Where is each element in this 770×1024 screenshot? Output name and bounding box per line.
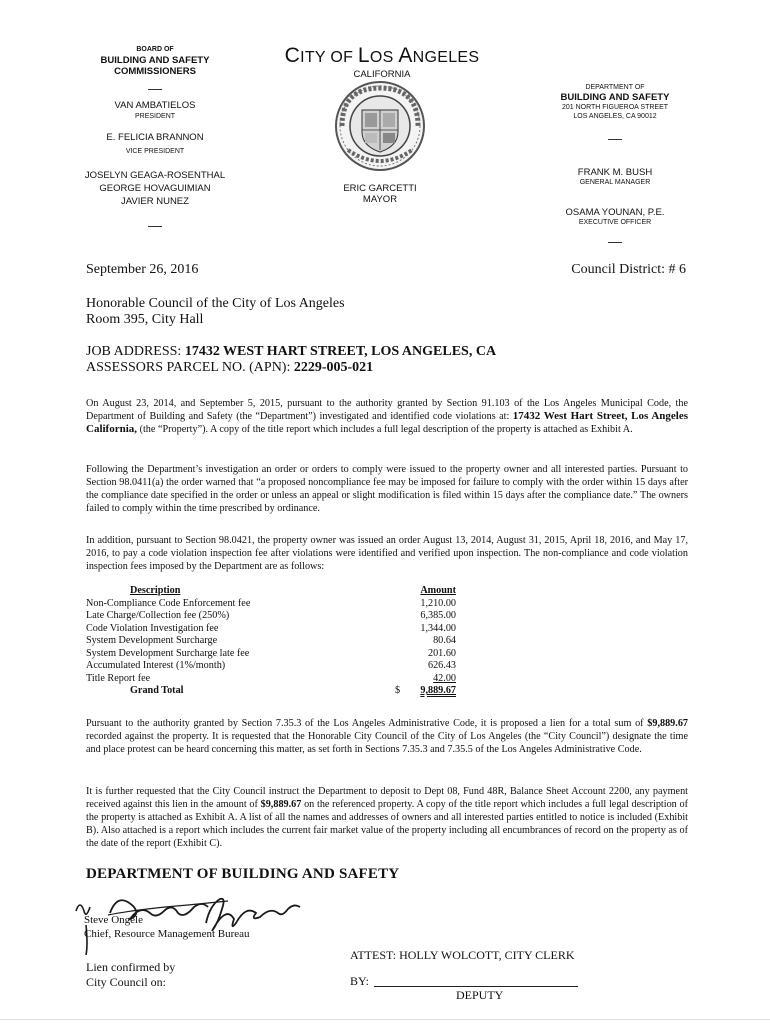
member-name: JOSELYN GEAGA-ROSENTHAL	[84, 170, 226, 181]
board-line2: BUILDING AND SAFETY	[100, 55, 210, 66]
member-role: PRESIDENT	[134, 113, 176, 120]
grand-total-amount: 9,889.67	[420, 685, 456, 696]
department-signature-heading: DEPARTMENT OF BUILDING AND SAFETY	[86, 866, 400, 882]
paragraph-fees-intro: In addition, pursuant to Section 98.0421, the property owner was issued an order August 13, 2014, August 31, 2015, April 18, 2016, and May 17, 2016, to pay a code violation inspection fee after violations were identified and verified upon inspection. The non-compliance and code violation inspection fees imposed by the Department are as follows:	[86, 535, 688, 572]
deputy-label: DEPUTY	[456, 988, 504, 1002]
mayor-title: MAYOR	[362, 194, 398, 205]
dept-street: 201 NORTH FIGUEROA STREET	[561, 104, 669, 111]
member-name: E. FELICIA BRANNON	[106, 132, 204, 143]
by-label: BY:	[350, 974, 369, 988]
table-row: Non-Compliance Code Enforcement fee 1,210.00	[86, 597, 456, 609]
apn-label: ASSESSORS PARCEL NO. (APN):	[86, 360, 294, 375]
eo-title: EXECUTIVE OFFICER	[578, 219, 652, 226]
signatory-title: Chief, Resource Management Bureau	[84, 928, 250, 940]
fee-table	[86, 585, 466, 698]
dept-city: LOS ANGELES, CA 90012	[573, 113, 657, 120]
dept-line1: DEPARTMENT OF	[585, 84, 645, 91]
member-name: VAN AMBATIELOS	[114, 100, 196, 111]
table-row: Code Violation Investigation fee 1,344.00	[86, 622, 456, 634]
apn-value: 2229-005-021	[293, 360, 374, 375]
lien-confirmation: Lien confirmed by City Council on:	[86, 960, 176, 989]
member-name: JAVIER NUNEZ	[121, 196, 189, 207]
grand-total-row	[86, 685, 466, 698]
letter-date: September 26, 2016	[86, 262, 199, 277]
paragraph-deposit-request: It is further requested that the City Council instruct the Department to deposit to Dept 08, Fund 48R, Balance Sheet Account 2200, any payment received against this lien in the amount of $9,889.67 on the referenced property. A copy of the title report which includes a full legal description of the property is attached as Exhibit A. A list of all the names and addresses of owners and all interested parties entitled to notice is included (Exhibit B). Also attached is a report which includes the current fair market value of the property including all encumbrances of record on the property as of the date of the report (Exhibit C).	[86, 786, 688, 849]
fee-table-header	[86, 585, 466, 598]
gm-name: FRANK M. BUSH	[577, 167, 653, 178]
board-line1: BOARD OF	[136, 46, 174, 53]
gm-title: GENERAL MANAGER	[579, 179, 651, 186]
department-address	[540, 83, 690, 146]
board-member-president	[80, 100, 230, 122]
paragraph-orders: Following the Department’s investigation an order or orders to comply were issued to the property owner and all interested parties. Pursuant to Section 98.0411(a) the order warned that “a proposed noncompliance fee may be imposed for failure to comply with the order within 15 days after the compliance date specified in the order or unless an appeal or slight modification is filed within 15 days after the compliance date.” The owners failed to comply within the time prescribed by ordinance.	[86, 464, 688, 514]
member-role: VICE PRESIDENT	[125, 148, 185, 155]
page-edge	[0, 1019, 770, 1020]
divider	[608, 242, 622, 243]
job-address-value: 17432 WEST HART STREET, LOS ANGELES, CA	[184, 344, 497, 359]
grand-total-label: Grand Total	[130, 685, 184, 696]
mayor-name: ERIC GARCETTI	[343, 183, 417, 194]
council-district: Council District: # 6	[571, 262, 686, 277]
eo-name: OSAMA YOUNAN, P.E.	[565, 207, 665, 218]
member-name: GEORGE HOVAGUIMIAN	[99, 183, 211, 194]
signatory	[84, 913, 250, 941]
paragraph-lien-proposal: Pursuant to the authority granted by Section 7.35.3 of the Los Angeles Administrative Code, it is proposed a lien for a total sum of $9,889.67 recorded against the property. It is requested that the Honorable City Council of the City of Los Angeles (the “City Council”) designate the time and place protest can be heard concerning this matter, as set forth in Sections 7.35.3 and 7.35.5 of the Los Angeles Administrative Code.	[86, 718, 688, 755]
board-of-commissioners	[80, 44, 230, 233]
table-row: System Development Surcharge late fee 201.60	[86, 647, 456, 659]
table-row: Title Report fee 42.00	[86, 672, 456, 684]
table-row: Late Charge/Collection fee (250%) 6,385.00	[86, 610, 456, 621]
divider	[148, 89, 162, 90]
addressee: Honorable Council of the City of Los Angeles Room 395, City Hall	[86, 296, 345, 327]
mayor-block	[300, 183, 460, 205]
divider	[148, 226, 162, 227]
dept-line2: BUILDING AND SAFETY	[560, 92, 670, 103]
divider	[608, 139, 622, 140]
job-address-block	[86, 344, 496, 376]
management-block	[540, 168, 690, 249]
board-member-vice-president	[80, 132, 230, 157]
signatory-name: Steve Ongele	[84, 914, 143, 926]
fee-header-description: Description	[130, 585, 181, 596]
table-row: Accumulated Interest (1%/month) 626.43	[86, 660, 456, 671]
board-line3: COMMISSIONERS	[114, 66, 196, 77]
city-title: CITY OF LOS ANGELES	[284, 44, 480, 67]
fee-header-amount: Amount	[420, 585, 456, 596]
state-label: CALIFORNIA	[353, 69, 411, 80]
board-members-list	[80, 169, 230, 208]
attest-line: ATTEST: HOLLY WOLCOTT, CITY CLERK	[350, 948, 575, 962]
job-address-label: JOB ADDRESS:	[86, 344, 185, 359]
currency-sign: $	[395, 685, 401, 696]
signature-line	[374, 986, 578, 987]
city-seal-icon	[334, 80, 426, 172]
table-row: System Development Surcharge 80.64	[86, 635, 456, 646]
paragraph-investigation: On August 23, 2014, and September 5, 2015, pursuant to the authority granted by Section 91.103 of the Los Angeles Municipal Code, the Department of Building and Safety (the “Department”) investigated and identified code violations at: 17432 West Hart Street, Los Angeles California, (the “Property”). A copy of the title report which includes a full legal description of the property is attached as Exhibit A.	[86, 398, 688, 435]
